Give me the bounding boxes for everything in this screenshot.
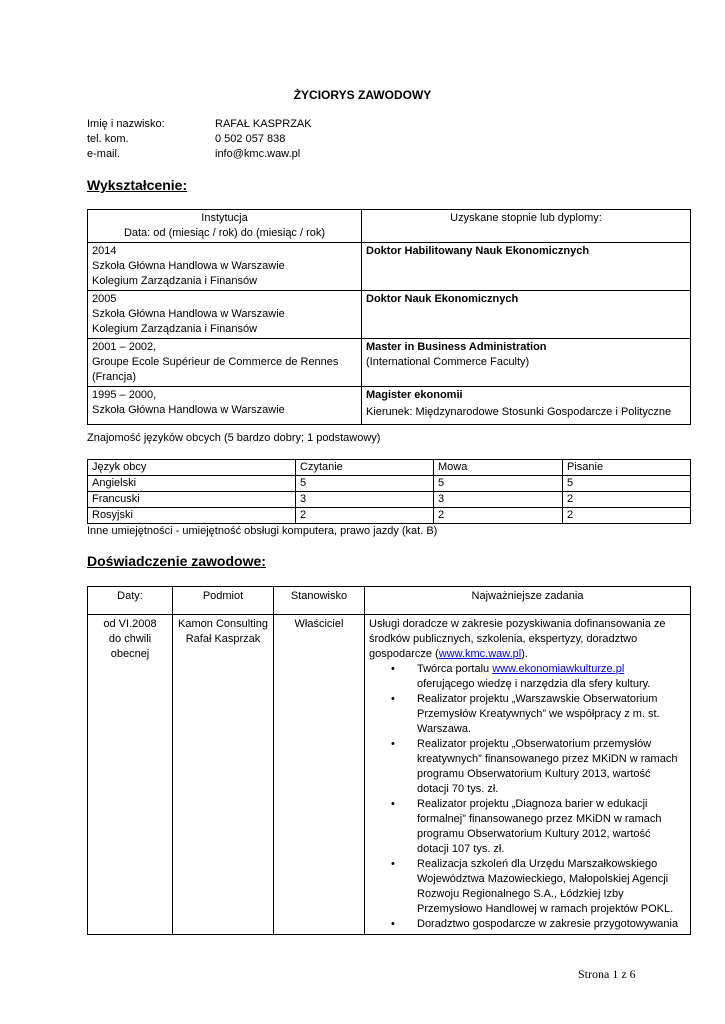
education-degree-cell xyxy=(362,387,691,425)
education-row xyxy=(88,291,691,339)
name-value: RAFAŁ KASPRZAK xyxy=(215,118,312,130)
education-heading: Wykształcenie: xyxy=(87,177,188,193)
experience-entity-line: Kamon Consulting xyxy=(178,618,268,630)
phone-label: tel. kom. xyxy=(87,133,129,145)
education-degree: Magister ekonomii xyxy=(366,389,463,401)
languages-row xyxy=(88,508,691,524)
ekonomiawkulturze-link[interactable]: www.ekonomiawkulturze.pl xyxy=(492,663,625,675)
name-label: Imię i nazwisko: xyxy=(87,118,165,130)
task-line: • Realizacja szkoleń dla Urzędu Marszałkowskiego xyxy=(417,858,658,870)
page-footer: Strona 1 z 6 xyxy=(578,967,636,981)
task-line: dotacji 107 tys. zł. xyxy=(417,843,505,855)
languages-table xyxy=(87,459,691,524)
languages-header-cell: Czytanie xyxy=(296,460,434,476)
task-text: Twórca portalu xyxy=(417,663,493,675)
experience-row xyxy=(88,615,691,935)
phone-value: 0 502 057 838 xyxy=(215,133,286,145)
tasks-intro-line: środków publicznych, szkolenia, ekspertyzy, doradztwo xyxy=(369,633,638,645)
languages-row xyxy=(88,492,691,508)
experience-date-line: obecnej xyxy=(110,648,150,660)
tasks-intro-text: ). xyxy=(521,648,528,660)
education-institution-cell xyxy=(88,387,362,425)
tasks-intro-line: Usługi doradcze w zakresie pozyskiwania dofinansowania ze xyxy=(369,618,666,630)
task-line: • Doradztwo gospodarcze w zakresie przygotowywania xyxy=(417,918,679,930)
education-line: Kolegium Zarządzania i Finansów xyxy=(92,275,258,287)
experience-header-row xyxy=(88,587,691,615)
languages-cell: 3 xyxy=(434,492,563,508)
languages-cell: 2 xyxy=(434,508,563,524)
task-line: • Realizator projektu „Obserwatorium przemysłów xyxy=(417,738,652,750)
task-line: • Realizator projektu „Diagnoza barier w edukacji xyxy=(417,798,648,810)
experience-header-tasks: Najważniejsze zadania xyxy=(365,587,691,615)
tasks-intro-text: gospodarcze ( xyxy=(369,648,439,660)
personal-row-name xyxy=(87,117,312,132)
task-line: Przemysłowo Handlowej w ramach projektów POKL. xyxy=(417,903,674,915)
experience-position-cell: Właściciel xyxy=(274,615,365,935)
languages-cell: Rosyjski xyxy=(88,508,296,524)
education-degree-detail: (International Commerce Faculty) xyxy=(366,356,530,368)
education-row xyxy=(88,339,691,387)
personal-info xyxy=(87,117,312,162)
task-item xyxy=(417,857,686,917)
task-line: Rozwoju Regionalnego S.A., Łódzkiej Izby xyxy=(417,888,624,900)
languages-cell: 5 xyxy=(563,476,691,492)
experience-table xyxy=(87,586,691,935)
education-institution-cell xyxy=(88,243,362,291)
experience-header-entity: Podmiot xyxy=(173,587,274,615)
experience-date-line: od VI.2008 xyxy=(103,618,157,630)
task-item xyxy=(417,797,686,857)
tasks-intro-line xyxy=(369,647,686,662)
tasks-list xyxy=(369,662,686,932)
education-degree-cell xyxy=(362,291,691,339)
languages-header-cell: Pisanie xyxy=(563,460,691,476)
education-institution-cell xyxy=(88,339,362,387)
experience-heading: Doświadczenie zawodowe: xyxy=(87,553,266,569)
task-line: formalnej” finansowanego przez MKiDN w ramach xyxy=(417,813,662,825)
task-line: programu Obserwatorium Kultury 2012, wartość xyxy=(417,828,651,840)
languages-header-cell: Język obcy xyxy=(88,460,296,476)
experience-entity-line: Rafał Kasprzak xyxy=(185,633,261,645)
email-value: info@kmc.waw.pl xyxy=(215,148,301,160)
personal-row-email xyxy=(87,147,312,162)
header-dates-label: Data: od (miesiąc / rok) do (miesiąc / rok) xyxy=(123,227,326,239)
kmc-website-link[interactable]: www.kmc.waw.pl xyxy=(438,648,522,660)
languages-cell: 2 xyxy=(563,492,691,508)
education-degree-cell xyxy=(362,339,691,387)
languages-cell: 5 xyxy=(434,476,563,492)
languages-cell: 3 xyxy=(296,492,434,508)
education-line: Szkoła Główna Handlowa w Warszawie xyxy=(92,260,285,272)
education-header-row xyxy=(88,210,691,243)
education-header-degree: Uzyskane stopnie lub dyplomy: xyxy=(362,210,691,243)
languages-header-row xyxy=(88,460,691,476)
experience-tasks-cell xyxy=(365,615,691,935)
education-degree-cell xyxy=(362,243,691,291)
task-item xyxy=(417,692,686,737)
task-item xyxy=(417,917,686,932)
education-table xyxy=(87,209,691,425)
languages-cell: Angielski xyxy=(88,476,296,492)
languages-row xyxy=(88,476,691,492)
other-skills: Inne umiejętności - umiejętność obsługi komputera, prawo jazdy (kat. B) xyxy=(87,525,438,537)
email-label: e-mail. xyxy=(87,148,121,160)
task-line: kreatywnych” finansowanego przez MKiDN w ramach xyxy=(417,753,678,765)
education-line: Szkoła Główna Handlowa w Warszawie xyxy=(92,308,285,320)
education-line: 2014 xyxy=(92,245,117,257)
education-degree: Master in Business Administration xyxy=(366,341,547,353)
experience-header-dates: Daty: xyxy=(88,587,173,615)
education-row xyxy=(88,243,691,291)
experience-header-position: Stanowisko xyxy=(274,587,365,615)
task-line: Województwa Mazowieckiego, Małopolskiej Agencji xyxy=(417,873,669,885)
education-line: 2001 – 2002, xyxy=(92,341,157,353)
personal-row-phone xyxy=(87,132,312,147)
task-item xyxy=(417,737,686,797)
languages-cell: 2 xyxy=(563,508,691,524)
languages-cell: Francuski xyxy=(88,492,296,508)
education-institution-cell xyxy=(88,291,362,339)
task-line: oferującego wiedzę i narzędzia dla sfery kultury. xyxy=(417,678,651,690)
education-line: (Francja) xyxy=(92,371,137,383)
task-line: Warszawa. xyxy=(417,723,471,735)
task-line: dotacji 70 tys. zł. xyxy=(417,783,499,795)
education-row xyxy=(88,387,691,425)
languages-cell: 2 xyxy=(296,508,434,524)
education-header-institution xyxy=(88,210,362,243)
task-line: Przemysłów Kreatywnych” we współpracy z m. st. xyxy=(417,708,660,720)
education-line: Groupe Ecole Supérieur de Commerce de Rennes xyxy=(92,356,339,368)
experience-date-line: do chwili xyxy=(108,633,152,645)
task-line: • Realizator projektu „Warszawskie Obserwatorium xyxy=(417,693,658,705)
document-title: ŻYCIORYS ZAWODOWY xyxy=(293,88,432,102)
education-degree: Doktor Habilitowany Nauk Ekonomicznych xyxy=(366,245,590,257)
education-degree-detail: Kierunek: Międzynarodowe Stosunki Gospodarcze i Polityczne xyxy=(366,406,672,418)
languages-cell: 5 xyxy=(296,476,434,492)
education-line: 2005 xyxy=(92,293,117,305)
education-line: Szkoła Główna Handlowa w Warszawie xyxy=(92,404,285,416)
education-line: Kolegium Zarządzania i Finansów xyxy=(92,323,258,335)
education-degree: Doktor Nauk Ekonomicznych xyxy=(366,293,519,305)
task-line xyxy=(417,662,686,677)
languages-note: Znajomość języków obcych (5 bardzo dobry; 1 podstawowy) xyxy=(87,432,381,444)
languages-header-cell: Mowa xyxy=(434,460,563,476)
experience-entity-cell xyxy=(173,615,274,935)
education-line: 1995 – 2000, xyxy=(92,389,157,401)
experience-dates-cell xyxy=(88,615,173,935)
task-line: programu Obserwatorium Kultury 2013, wartość xyxy=(417,768,651,780)
header-institution-label: Instytucja xyxy=(201,212,248,224)
task-item xyxy=(417,662,686,692)
